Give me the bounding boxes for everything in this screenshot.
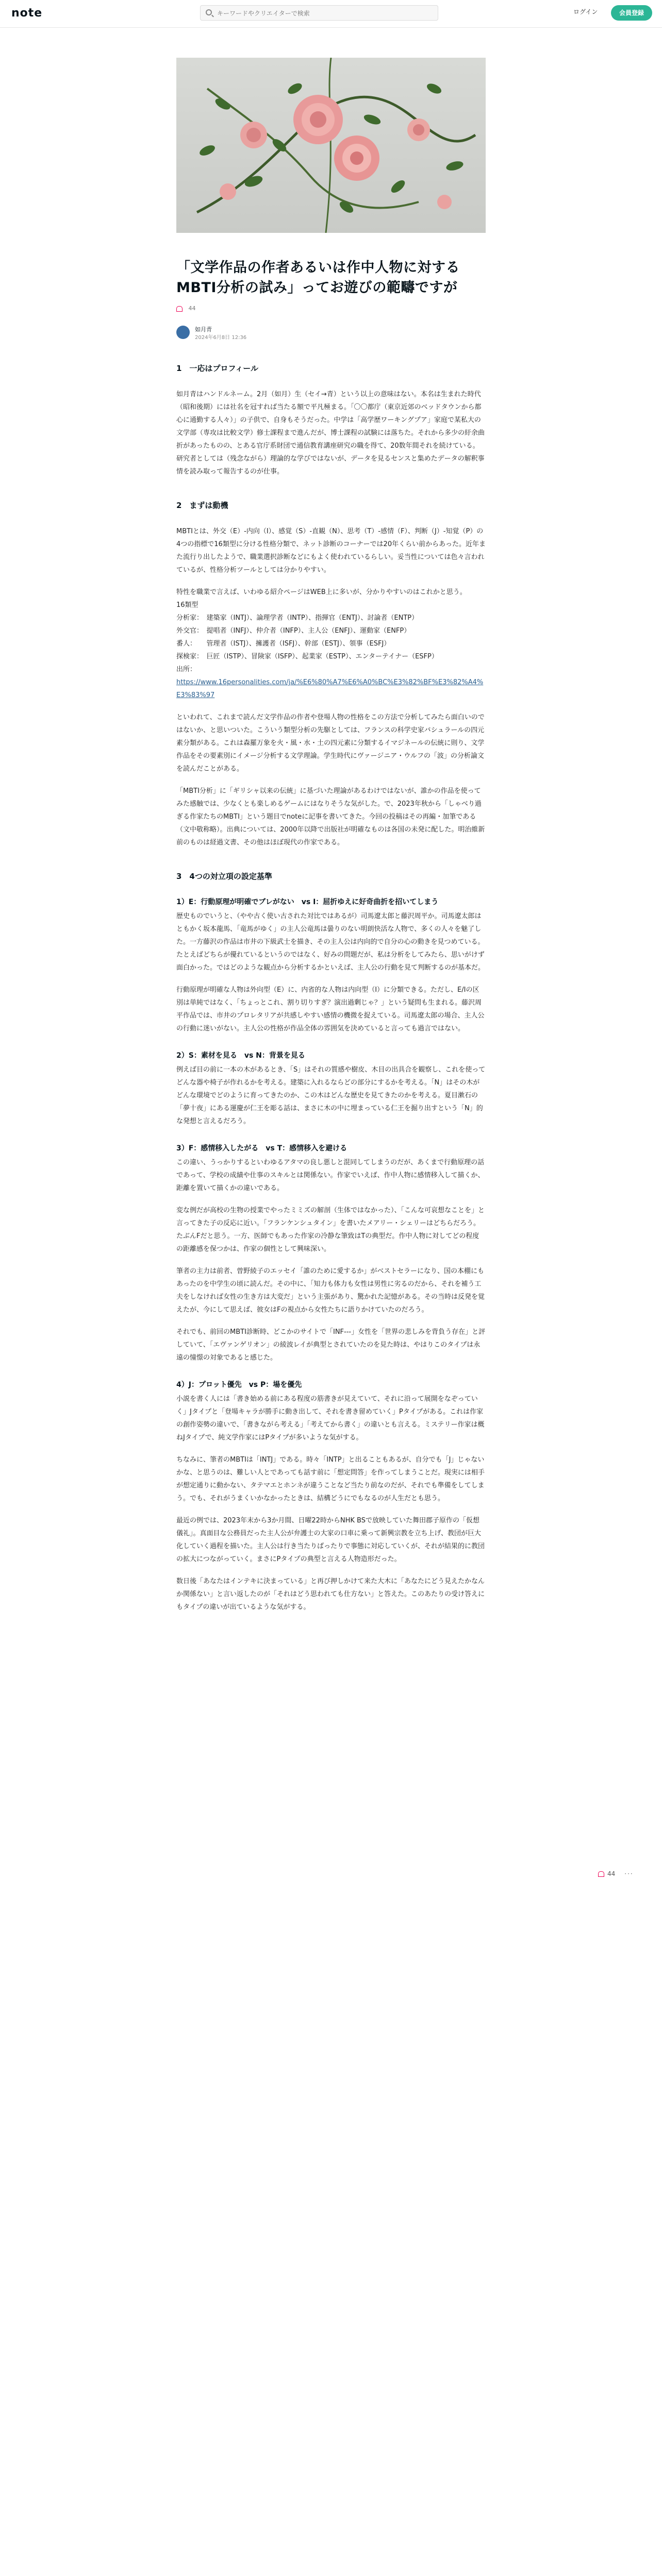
note-logo[interactable]: note [11, 7, 43, 20]
paragraph: 小説を書く人には「書き始める前にある程度の筋書きが見えていて、それに沿って展開をなぞっていく」Jタイプと「登場キャラが勝手に動き出して、それを書き留めていく」Pタイプがある。これは作家の創作姿勢の違いで、「書きながら考える」「考えてから書く」の違いとも言える。ミステリー作家は概ねJタイプで、純文学作家にはPタイプが多いような気がする。 [176, 1395, 485, 1442]
paragraph: MBTIとは、外交（E）-内向（I）、感覚（S）-直観（N）、思考（T）-感情（F）、判断（J）-知覚（P）の4つの指標で16類型に分ける性格分類で、ネット診断のコーナーでは20年くらい前からあった。近年また流行り出したようで、職業選択診断などにもよく使われているらしい。妥当性については色々言われているが、性格分析ツールとしては分かりやすい。 [176, 528, 486, 574]
article-title: 「文学作品の作者あるいは作中人物に対するMBTI分析の試み」ってお遊びの範疇ですが [176, 260, 460, 296]
author-name[interactable]: 如月青 [195, 326, 212, 333]
paragraph: ちなみに、筆者のMBTIは「INTJ」である。時々「INTP」と出ることもあるが、自分でも「J」じゃないかな、と思うのは、難しい人とであっても話す前に「想定問答」を作ってしまうことだ。現実には相手が想定通りに動かない、タテマエとホンネが違うことなど当たり前なのだが、それでも準備をしてしまう。でも、それがうまくいかなかったときは、結構どうにでもなるのが人生だとも思う。 [176, 1456, 485, 1502]
paragraph: 数日後「あなたはインテキに決まっている」と再び押しかけて来た大木に「あなたにどう見えたかなんか関係ない」と言い返したのが「それはどう思われても仕方ない」と答えた。このあたりの受け答えにもタイプの違いが出ているような気がする。 [176, 1578, 485, 1611]
publish-date: 2024年6月8日 12:36 [195, 335, 247, 341]
paragraph: 例えば目の前に一本の木があるとき、「S」はそれの質感や樹皮、木目の出具合を観察し、これを使ってどんな器や椅子が作れるかを考える。建築に入れるならどの部分にするかを考える。「N」はその木がどんな環境でどのように育ってきたのか、この木はどんな歴史を見てきたのかを考える。夏目漱石の「夢十夜」にある運慶が仁王を彫る話は、まさに木の中に埋まっている仁王を掘り出すという「N」的な発想と言えるだろう。 [176, 1066, 486, 1125]
signup-button[interactable]: 会員登録 [611, 5, 652, 21]
like-row [176, 305, 486, 317]
paragraph: 番人： 管理者（ISTJ）、擁護者（ISFJ）、幹部（ESTJ）、領事（ESFJ） [176, 640, 391, 648]
subheading: 1）E：行動原理が明確でブレがない vs I：屈折ゆえに好奇曲折を招いてしまう [176, 898, 439, 906]
article-body [176, 258, 486, 1623]
more-icon[interactable]: ··· [624, 1870, 634, 1877]
search-box[interactable] [200, 5, 438, 21]
paragraph: といわれて、これまで読んだ文学作品の作者や登場人物の性格をこの方法で分析してみたら面白いのではないか、と思いついた。こういう類型分析の先駆としては、フランスの科学史家バシュラールの四元素分類がある。これは森羅万象を火・風・水・土の四元素に分類するイマジネールの伝統に則り、文学作品をその要素別にイメージ分析する文学理論。学生時代にヴァージニア・ウルフの「波」の分析論文を読んだことがある。 [176, 714, 485, 773]
login-link[interactable]: ログイン [573, 8, 598, 15]
section-heading: 1 一応はプロフィール [176, 364, 258, 373]
heart-icon[interactable] [176, 306, 183, 312]
author-block[interactable] [176, 324, 486, 341]
paragraph: 分析家： 建築家（INTJ）、論理学者（INTP）、指揮官（ENTJ）、討論者（ENTP） [176, 614, 419, 622]
source-link[interactable]: https://www.16personalities.com/ja/%E6%80%A7%E6%A0%BC%E3%82%BF%E3%82%A4%E3%83%97 [176, 679, 484, 699]
search-input[interactable] [217, 9, 434, 18]
avatar[interactable] [176, 326, 190, 339]
paragraph: 探検家： 巨匠（ISTP）、冒険家（ISFP）、起業家（ESTP）、エンターテイナー（ESFP） [176, 653, 438, 660]
subheading: 3）F：感情移入したがる vs T：感情移入を避ける [176, 1144, 347, 1153]
site-header [0, 0, 662, 28]
paragraph: 外交官： 提唱者（INFJ）、仲介者（INFP）、主人公（ENFJ）、運動家（ENFP） [176, 627, 411, 635]
paragraph: それでも、前回のMBTI診断時、どこかのサイトで「INF---」女性を「世界の悲しみを背負う存在」と評していて、「エヴァンゲリオン」の綾波レイが典型とされていたのを見た時は、やはりこのタイプは永遠の憧憬の対象であると感じた。 [176, 1328, 486, 1362]
paragraph: 筆者の主力は前者、曽野綾子のエッセイ「誰のために愛するか」がベストセラーになり、国の本棚にもあったのを中学生の頃に読んだ。その中に、「知力も体力も女性は男性に劣るのだから、それを補う工夫をしなければ女性の生き方は大変だ」という主張があり、驚かれた記憶がある。その当時は反発を覚えたが、今にして思えば、彼女はFの視点から女性たちに語りかけていたのだろう。 [176, 1267, 485, 1314]
paragraph: 最近の例では、2023年末から3か月間、日曜22時からNHK BSで放映していた舞田郡子原作の「仮想儀礼」。真面目な公務員だった主人公が弁護士の大家の口車に乗って新興宗教を立ち上げ、教団が巨大化していく過程を描いた。主人公は行き当たりばったりで事態に対応していくが、それが結果的に教団の拡大につながっていく。まさにPタイプの典型と言える人物造形だった。 [176, 1517, 485, 1563]
paragraph: この違い、うっかりするといわゆるアタマの良し悪しと混同してしまうのだが、あくまで行動原理の話であって、学校の成績や仕事のスキルとは関係ない。作家でいえば、作中人物に感情移入して描くか、距離を置いて描くかの違いである。 [176, 1159, 485, 1192]
paragraph: 特性を職業で言えば、いわゆる紹介ページはWEB上に多いが、分かりやすいのはこれかと思う。 [176, 588, 467, 596]
rose-illustration [176, 58, 486, 233]
paragraph: 行動原理が明確な人物は外向型（E）に、内省的な人物は内向型（I）に分類できる。ただし、E/Iの区別は単純ではなく、「ちょっとこれ、割り切りすぎ？演出過剰じゃ？」という疑問も生まれる。藤沢周平作品では、市井のプロレタリアが共感しやすい感情の機微を捉えている。司馬遼太郎の場合、主人公の行動に迷いがない。主人公の性格が作品全体の雰囲気を決めていると言っても過言ではない。 [176, 986, 485, 1032]
search-icon [206, 9, 212, 15]
floating-like-count: 44 [607, 1870, 616, 1877]
like-count: 44 [188, 305, 196, 312]
paragraph: 16類型 [176, 601, 198, 609]
paragraph: 出所： [176, 666, 197, 673]
hero-image [176, 58, 486, 233]
floating-like-bar [598, 1870, 634, 1882]
section-heading: 2 まずは動機 [176, 501, 228, 510]
subheading: 4）J：プロット優先 vs P：場を優先 [176, 1381, 302, 1389]
paragraph: 如月青はハンドルネーム。2月（如月）生（セイ→青）という以上の意味はない。本名は生まれた時代（昭和後期）には社名を冠すれば当たる額で平凡極まる。「〇〇都庁（東京近郊のベッドタウンから都心に通勤する人々）」の子供で、自身もそうだった。中学は「高学歴ワーキングプア」家庭で某私大の文学部（専攻は比較文学）修士課程まで進んだが、博士課程の試験には落ちた。それから多少の紆余曲折があったものの、とある官庁系財団で通信教育講座研究の職を得て、20数年間それを続けている。研究者としては（残念ながら）理論的な学びではないが、データを見るセンスと集めたデータの解釈事情を読み取って報告するのが仕事。 [176, 391, 485, 476]
heart-icon[interactable] [598, 1871, 604, 1877]
source-paragraph [176, 676, 486, 702]
subheading: 2）S：素材を見る vs N：背景を見る [176, 1052, 305, 1060]
paragraph: 変な例だが高校の生物の授業でやったミミズの解剖（生体ではなかった）、「こんな可哀想なことを」と言ってきた子の反応に近い。「フランケンシュタイン」を書いたメアリー・シェリーはどちらだろう。たぶんFだと思う。一方、医師でもあった作家の冷静な筆致はTの典型だ。作中人物に対してどの程度の距離感を保つかは、作家の個性として興味深い。 [176, 1207, 485, 1253]
paragraph: 歴史ものでいうと、（やや古く使い古された対比ではあるが）司馬遼太郎と藤沢周平か。司馬遼太郎はともかく坂本龍馬、「竜馬がゆく」の主人公竜馬は曇りのない明朗快活な人物で、多くの人々を魅了した。一方藤沢の作品は市井の下級武士を描き、その主人公は内向的で自分の心の動きを見つめている。たとえばどちらが優れているというのではなく、好みの問題だが、私は分析をしてみたら、思いがけず面白かった。ではどのような観点から分析するかといえば、主人公の行動を見て判断するのが基本だ。 [176, 912, 485, 972]
section-heading: 3 4つの対立項の設定基準 [176, 872, 272, 881]
paragraph: 「MBTI分析」に「ギリシャ以来の伝統」に基づいた理論があるわけではないが、誰かの作品を使ってみた感触では、少なくとも楽しめるゲームにはなりそうな気がした。で、2023年秋から「しゃべり過ぎる作家たちのMBTI」という題目でnoteに記事を書いてきた。今回の投稿はその再編・加筆である（文中敬称略）。出典については、2000年以降で出版社が明確なものは各国の未発に配した。明治維新前のものは経過文書、その他はほぼ現代の作家である。 [176, 787, 485, 846]
